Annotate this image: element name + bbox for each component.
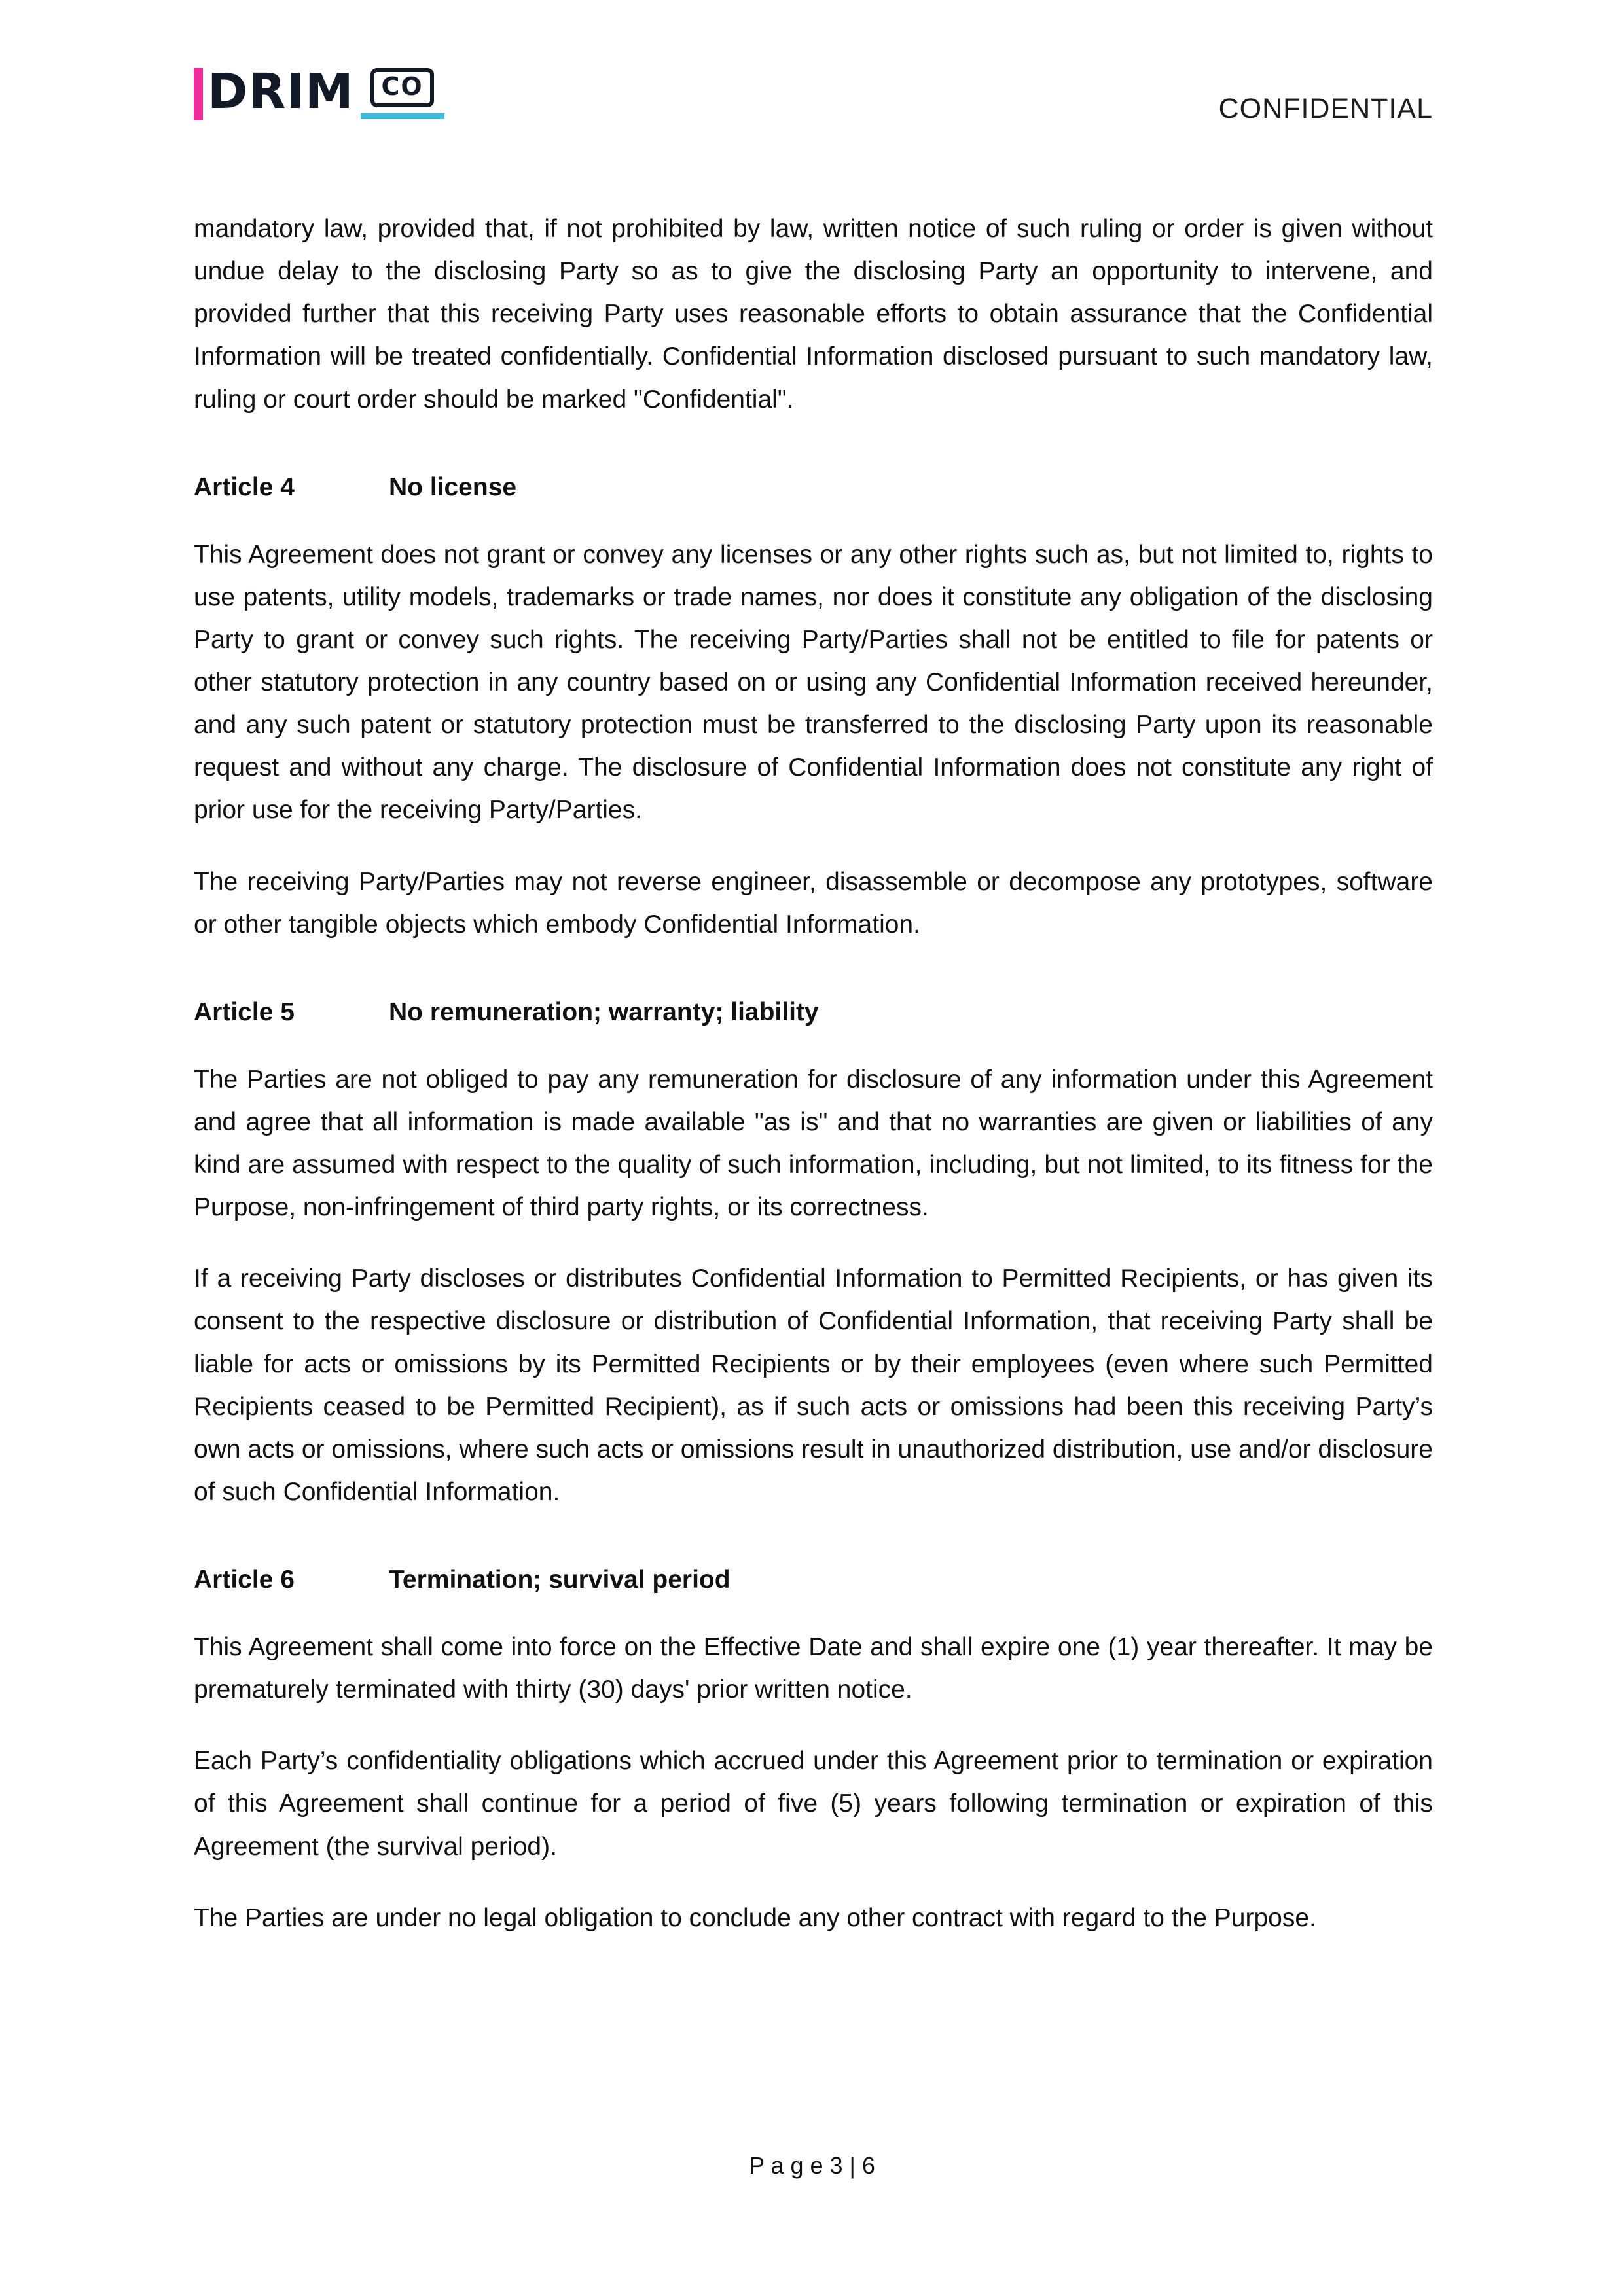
article-5-heading <box>194 998 1433 1027</box>
paragraph: This Agreement does not grant or convey any licenses or any other rights such as, but not limited to, rights to use patents, utility models, trademarks or trade names, nor does it constitute any obligation of the disclosing Party to grant or convey such rights. The receiving Party/Parties shall not be entitled to file for patents or other statutory protection in any country based on or using any Confidential Information received hereunder, and any such patent or statutory protection must be transferred to the disclosing Party upon its reasonable request and without any charge. The disclosure of Confidential Information does not constitute any right of prior use for the receiving Party/Parties. <box>194 540 1433 825</box>
paragraph: If a receiving Party discloses or distributes Confidential Information to Permitted Recipients, or has given its consent to the respective disclosure or distribution of Confidential Information, that receiving Party shall be liable for acts or omissions by its Permitted Recipients or by their employees (even where such Permitted Recipients ceased to be Permitted Recipient), as if such acts or omissions had been this receiving Party’s own acts or omissions, where such acts or omissions result in unauthorized distribution, use and/or disclosure of such Confidential Information. <box>194 1265 1433 1506</box>
logo-cyan-underline-icon <box>361 113 444 119</box>
page-footer <box>0 2152 1624 2179</box>
paragraph: The Parties are not obliged to pay any remuneration for disclosure of any information under this Agreement and agree that all information is made available "as is" and that no warranties are given or liabilities of any kind are assumed with respect to the quality of such information, including, but not limited, to its fitness for the Purpose, non-infringement of third party rights, or its correctness. <box>194 1065 1433 1222</box>
paragraph: mandatory law, provided that, if not prohibited by law, written notice of such ruling or order is given without undue delay to the disclosing Party so as to give the disclosing Party an opportunity to intervene, and provided further that this receiving Party uses reasonable efforts to obtain assurance that the Confidential Information will be treated confidentially. Confidential Information disclosed pursuant to such mandatory law, ruling or court order should be marked "Confidential". <box>194 215 1433 414</box>
logo-wordmark: DRIM <box>208 63 354 120</box>
article-title: Termination; survival period <box>389 1566 731 1594</box>
article-4-heading <box>194 473 1433 502</box>
article-6-heading <box>194 1566 1433 1594</box>
article-title: No license <box>389 473 517 501</box>
article-number: Article 6 <box>194 1566 295 1594</box>
page-number: P a g e 3 | 6 <box>749 2152 875 2179</box>
paragraph: This Agreement shall come into force on the Effective Date and shall expire one (1) year thereafter. It may be prematurely terminated with thirty (30) days' prior written notice. <box>194 1633 1433 1704</box>
logo-co-badge: CO <box>370 68 433 107</box>
paragraph: The Parties are under no legal obligation to conclude any other contract with regard to the Purpose. <box>194 1903 1316 1932</box>
article-number: Article 5 <box>194 997 295 1026</box>
document-body <box>194 207 1433 1939</box>
page-header <box>194 65 1433 125</box>
confidential-label: CONFIDENTIAL <box>1218 93 1433 124</box>
article-title: No remuneration; warranty; liability <box>389 997 819 1026</box>
drimco-logo <box>194 65 444 120</box>
logo-co-group <box>361 68 444 119</box>
article-number: Article 4 <box>194 473 295 501</box>
paragraph: The receiving Party/Parties may not reverse engineer, disassemble or decompose any prototypes, software or other tangible objects which embody Confidential Information. <box>194 867 1433 939</box>
logo-pink-bar-icon <box>194 68 203 120</box>
paragraph: Each Party’s confidentiality obligations which accrued under this Agreement prior to termination or expiration of this Agreement shall continue for a period of five (5) years following termination or expiration of this Agreement (the survival period). <box>194 1747 1433 1861</box>
